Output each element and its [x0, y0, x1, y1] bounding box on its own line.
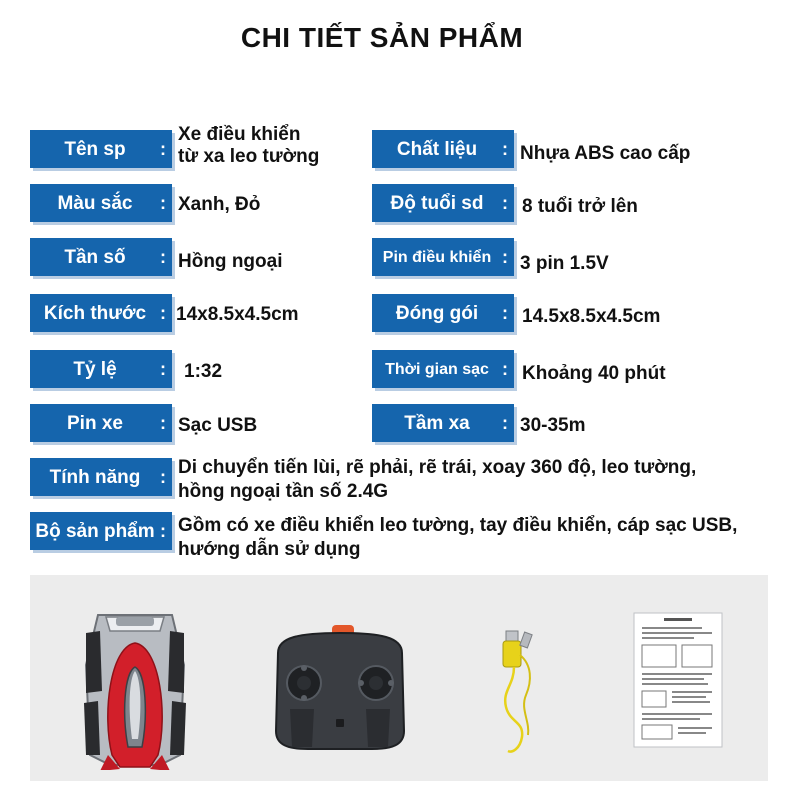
label-chat-lieu	[372, 130, 514, 168]
label-tinh-nang	[30, 458, 172, 496]
label-colon: :	[502, 359, 508, 379]
label-colon: :	[160, 413, 166, 433]
label-pin-xe	[30, 404, 172, 442]
label-text: Tỷ lệ	[73, 359, 117, 380]
label-colon: :	[160, 139, 166, 159]
value-pin-dieu-khien: 3 pin 1.5V	[520, 253, 609, 274]
value-line: hướng dẫn sử dụng	[178, 539, 361, 560]
label-text: Bộ sản phẩm	[35, 521, 155, 542]
label-colon: :	[160, 359, 166, 379]
label-text: Tầm xa	[404, 413, 470, 434]
label-text: Tần số	[64, 247, 126, 268]
label-text: Thời gian sạc	[385, 361, 489, 378]
label-do-tuoi	[372, 184, 514, 222]
label-dong-goi	[372, 294, 514, 332]
label-colon: :	[502, 247, 508, 267]
value-line: Di chuyển tiến lùi, rẽ phải, rẽ trái, xoay 360 độ, leo tường,	[178, 457, 697, 478]
label-colon: :	[160, 521, 166, 541]
label-colon: :	[502, 193, 508, 213]
label-bo-san-pham	[30, 512, 172, 550]
value-chat-lieu: Nhựa ABS cao cấp	[520, 143, 691, 164]
label-text: Kích thước	[43, 303, 147, 324]
label-text: Tính năng	[49, 467, 141, 488]
label-text: Pin điều khiển	[382, 249, 492, 266]
label-colon: :	[160, 247, 166, 267]
value-tan-so: Hồng ngoại	[178, 251, 283, 272]
value-pin-xe: Sạc USB	[178, 415, 258, 436]
value-do-tuoi: 8 tuổi trở lên	[522, 196, 638, 217]
label-colon: :	[502, 139, 508, 159]
value-kich-thuoc: 14x8.5x4.5cm	[176, 304, 299, 325]
label-colon: :	[160, 193, 166, 213]
label-tam-xa	[372, 404, 514, 442]
label-text: Màu sắc	[57, 193, 133, 214]
label-ten-sp	[30, 130, 172, 168]
value-line: từ xa leo tường	[178, 146, 320, 167]
label-pin-dieu-khien	[372, 238, 514, 276]
label-colon: :	[160, 467, 166, 487]
value-dong-goi: 14.5x8.5x4.5cm	[522, 306, 661, 327]
page-title: CHI TIẾT SẢN PHẨM	[240, 22, 524, 53]
value-tinh-nang	[178, 456, 696, 504]
label-kich-thuoc	[30, 294, 172, 332]
label-text: Tên sp	[64, 139, 126, 160]
remote-controller-icon	[268, 623, 413, 753]
label-tan-so	[30, 238, 172, 276]
value-ty-le: 1:32	[184, 361, 223, 382]
value-ten-sp	[178, 124, 319, 168]
label-colon: :	[502, 303, 508, 323]
label-colon: :	[502, 413, 508, 433]
label-mau-sac	[30, 184, 172, 222]
instruction-manual-icon	[628, 609, 728, 751]
product-gallery	[30, 575, 768, 781]
value-bo-san-pham	[178, 514, 737, 562]
label-colon: :	[160, 303, 166, 323]
value-line: Xe điều khiển	[178, 124, 301, 145]
label-text: Đóng gói	[395, 303, 479, 324]
label-thoi-gian-sac	[372, 350, 514, 388]
label-text: Pin xe	[67, 413, 123, 434]
wall-climbing-car-icon	[80, 605, 190, 770]
usb-charging-cable-icon	[492, 625, 542, 760]
value-line: hồng ngoại tần số 2.4G	[178, 481, 389, 502]
value-tam-xa: 30-35m	[520, 415, 586, 436]
label-text: Độ tuổi sd	[390, 193, 484, 214]
value-mau-sac: Xanh, Đỏ	[178, 194, 261, 215]
value-thoi-gian-sac: Khoảng 40 phút	[522, 363, 666, 384]
label-ty-le	[30, 350, 172, 388]
value-line: Gồm có xe điều khiển leo tường, tay điều khiển, cáp sạc USB,	[178, 515, 738, 536]
label-text: Chất liệu	[396, 139, 478, 160]
